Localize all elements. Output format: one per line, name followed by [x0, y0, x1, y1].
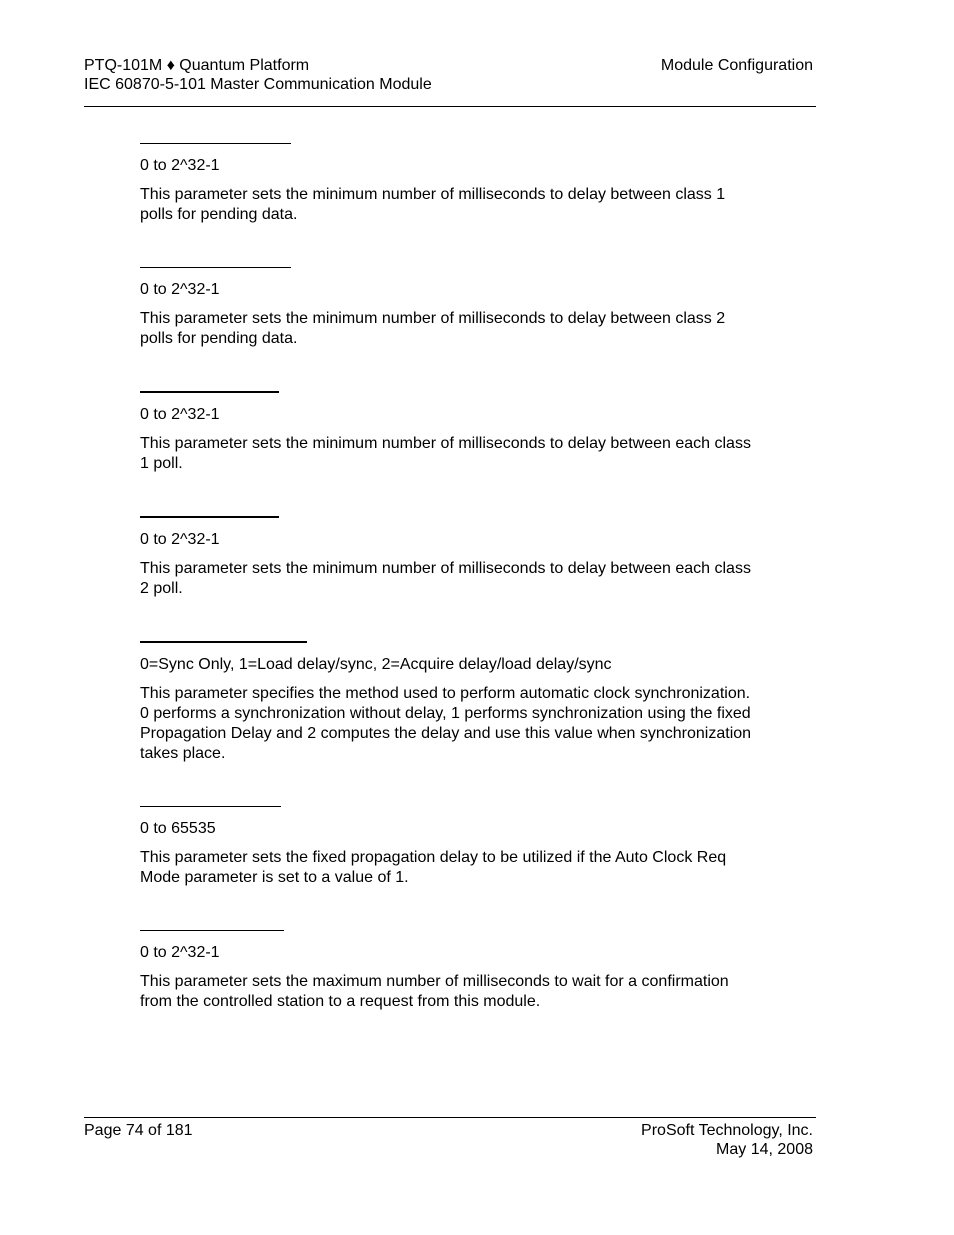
parameter-class1-delay [140, 391, 780, 474]
parameter-heading-rule [140, 806, 281, 807]
page-header [84, 56, 816, 107]
parameter-range: 0 to 65535 [140, 820, 216, 837]
footer-right [641, 1121, 813, 1159]
parameter-heading-rule [140, 391, 279, 393]
parameter-description: This parameter sets the minimum number of milliseconds to delay between each class 2 poll. [140, 560, 751, 597]
section-title: Module Configuration [660, 57, 813, 74]
parameter-description: This parameter sets the minimum number of milliseconds to delay between class 2 polls for pending data. [140, 310, 726, 347]
parameter-range: 0 to 2^32-1 [140, 281, 220, 298]
parameter-class2-delay [140, 516, 780, 599]
parameter-class2-poll-delay [140, 267, 780, 349]
parameter-heading-rule [140, 267, 291, 268]
module-title: IEC 60870-5-101 Master Communication Module [84, 76, 432, 93]
parameter-description: This parameter specifies the method used to perform automatic clock synchronization. 0 performs a synchronization without delay, 1 performs synchronization using the fixed Propagation Delay and 2 computes the delay and use this value when synchronization takes place. [140, 685, 752, 762]
publish-date: May 14, 2008 [716, 1141, 813, 1158]
parameter-list [140, 143, 780, 1054]
parameter-heading-rule [140, 143, 291, 144]
parameter-confirm-timeout [140, 930, 780, 1012]
header-left [84, 56, 432, 94]
parameter-range: 0 to 2^32-1 [140, 944, 220, 961]
page-number: Page 74 of 181 [84, 1122, 193, 1139]
parameter-description: This parameter sets the minimum number of milliseconds to delay between class 1 polls for pending data. [140, 186, 726, 223]
page-footer [84, 1117, 816, 1158]
parameter-heading-rule [140, 641, 307, 643]
parameter-description: This parameter sets the minimum number of milliseconds to delay between each class 1 poll. [140, 435, 751, 472]
company-name: ProSoft Technology, Inc. [641, 1122, 813, 1139]
parameter-description: This parameter sets the maximum number of milliseconds to wait for a confirmation from the controlled station to a request from this module. [140, 973, 729, 1010]
parameter-propagation-delay [140, 806, 780, 888]
parameter-heading-rule [140, 516, 279, 518]
parameter-heading-rule [140, 930, 284, 931]
parameter-description: This parameter sets the fixed propagation delay to be utilized if the Auto Clock Req Mode parameter is set to a value of 1. [140, 849, 727, 886]
parameter-range: 0 to 2^32-1 [140, 157, 220, 174]
parameter-range: 0=Sync Only, 1=Load delay/sync, 2=Acquire delay/load delay/sync [140, 656, 612, 673]
product-line: PTQ-101M ♦ Quantum Platform [84, 57, 310, 74]
parameter-range: 0 to 2^32-1 [140, 531, 220, 548]
parameter-auto-clock-req-mode [140, 641, 780, 764]
parameter-range: 0 to 2^32-1 [140, 406, 220, 423]
parameter-class1-poll-delay [140, 143, 780, 225]
